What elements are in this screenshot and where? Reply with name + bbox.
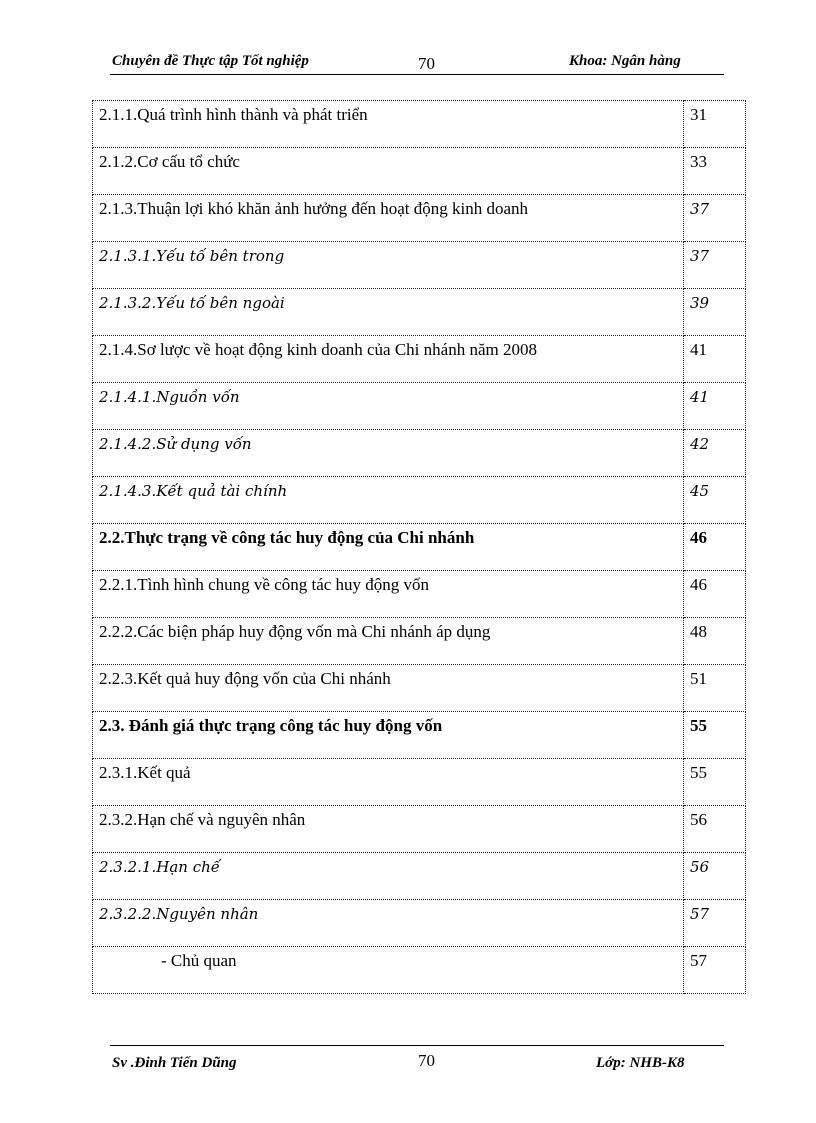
toc-entry-title: 2.1.3.2.Yếu tố bên ngoài	[93, 289, 684, 336]
toc-row	[93, 430, 746, 477]
toc-entry-title: 2.2.2.Các biện pháp huy động vốn mà Chi nhánh áp dụng	[93, 618, 684, 665]
toc-entry-title: 2.3.2.Hạn chế và nguyên nhân	[93, 806, 684, 853]
toc-row	[93, 618, 746, 665]
table-of-contents	[92, 100, 746, 994]
toc-entry-page: 55	[684, 712, 746, 759]
toc-entry-page: 37	[684, 242, 746, 289]
toc-row	[93, 571, 746, 618]
toc-row	[93, 477, 746, 524]
toc-row	[93, 853, 746, 900]
toc-entry-page: 37	[684, 195, 746, 242]
toc-row	[93, 900, 746, 947]
toc-entry-page: 31	[684, 101, 746, 148]
toc-row	[93, 336, 746, 383]
toc-row	[93, 524, 746, 571]
toc-row	[93, 148, 746, 195]
toc-entry-title: 2.2.3.Kết quả huy động vốn của Chi nhánh	[93, 665, 684, 712]
toc-entry-page: 51	[684, 665, 746, 712]
toc-entry-title: 2.3.2.2.Nguyên nhân	[93, 900, 684, 947]
page-header	[110, 52, 724, 75]
toc-entry-page: 39	[684, 289, 746, 336]
toc-entry-page: 57	[684, 900, 746, 947]
footer-class: Lớp: NHB-K8	[596, 1055, 685, 1071]
toc-entry-page: 41	[684, 383, 746, 430]
toc-entry-title: 2.2.Thực trạng về công tác huy động của Chi nhánh	[93, 524, 684, 571]
toc-entry-title: 2.3.1.Kết quả	[93, 759, 684, 806]
toc-row	[93, 101, 746, 148]
footer-student-name: Sv .Đinh Tiến Dũng	[112, 1055, 237, 1071]
toc-entry-page: 57	[684, 947, 746, 994]
toc-entry-title: - Chủ quan	[93, 947, 684, 994]
toc-row	[93, 242, 746, 289]
toc-entry-title: 2.2.1.Tình hình chung về công tác huy động vốn	[93, 571, 684, 618]
toc-entry-title: 2.3. Đánh giá thực trạng công tác huy động vốn	[93, 712, 684, 759]
toc-entry-page: 56	[684, 853, 746, 900]
header-document-title: Chuyên đề Thực tập Tốt nghiệp	[112, 53, 309, 69]
page-footer	[110, 1045, 724, 1074]
toc-entry-title: 2.3.2.1.Hạn chế	[93, 853, 684, 900]
header-page-number: 70	[418, 54, 435, 73]
footer-page-number: 70	[418, 1051, 435, 1070]
toc-entry-page: 48	[684, 618, 746, 665]
toc-entry-page: 41	[684, 336, 746, 383]
toc-entry-title: 2.1.3.1.Yếu tố bên trong	[93, 242, 684, 289]
toc-entry-page: 56	[684, 806, 746, 853]
toc-row	[93, 383, 746, 430]
toc-row	[93, 806, 746, 853]
toc-entry-page: 45	[684, 477, 746, 524]
toc-entry-title: 2.1.4.Sơ lược về hoạt động kinh doanh của Chi nhánh năm 2008	[93, 336, 684, 383]
toc-body	[93, 101, 746, 994]
toc-entry-title: 2.1.3.Thuận lợi khó khăn ảnh hưởng đến hoạt động kinh doanh	[93, 195, 684, 242]
toc-entry-page: 55	[684, 759, 746, 806]
header-faculty: Khoa: Ngân hàng	[569, 53, 681, 69]
toc-entry-page: 42	[684, 430, 746, 477]
toc-entry-page: 46	[684, 524, 746, 571]
toc-entry-title: 2.1.4.2.Sử dụng vốn	[93, 430, 684, 477]
toc-entry-title: 2.1.4.3.Kết quả tài chính	[93, 477, 684, 524]
toc-entry-title: 2.1.4.1.Nguồn vốn	[93, 383, 684, 430]
toc-entry-title: 2.1.2.Cơ cấu tổ chức	[93, 148, 684, 195]
toc-row	[93, 712, 746, 759]
toc-row	[93, 289, 746, 336]
toc-entry-title: 2.1.1.Quá trình hình thành và phát triển	[93, 101, 684, 148]
toc-row	[93, 947, 746, 994]
toc-entry-page: 46	[684, 571, 746, 618]
toc-row	[93, 665, 746, 712]
toc-entry-page: 33	[684, 148, 746, 195]
toc-row	[93, 759, 746, 806]
toc-row	[93, 195, 746, 242]
